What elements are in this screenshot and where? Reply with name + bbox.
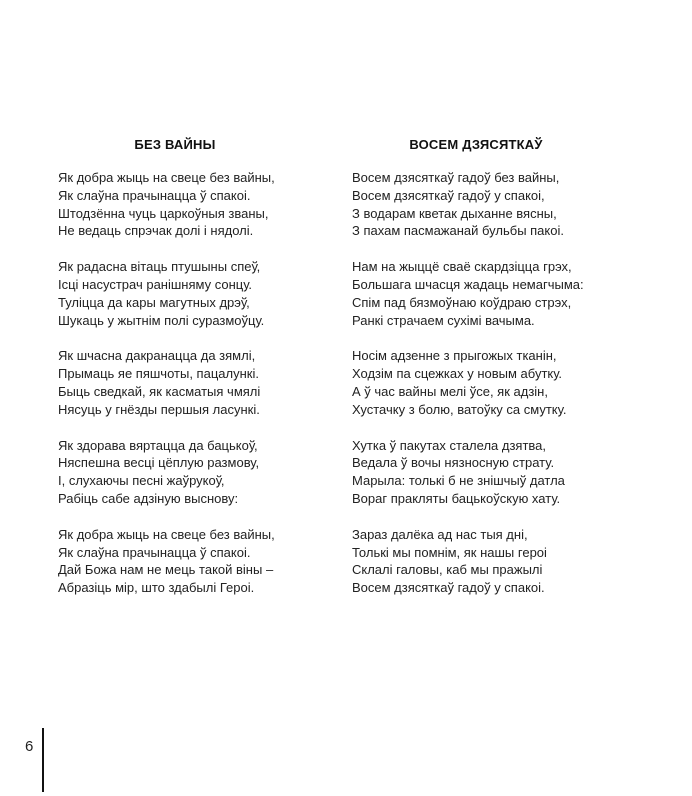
poem-line: Абразіць мір, што здабылі Героі. — [58, 580, 255, 596]
poem-line: А ў час вайны мелі ўсе, як адзін, — [352, 383, 548, 399]
poem-line: Як здорава вяртацца да бацькоў, — [58, 437, 258, 453]
poem-line: Ранкі страчаем сухімі вачыма. — [352, 312, 535, 328]
poem-line: Шукаць у жытнім полі суразмоўцу. — [58, 312, 265, 328]
stanza — [352, 169, 652, 240]
poem-line: Большага шчасця жадаць немагчыма: — [352, 276, 584, 292]
poem-right — [352, 136, 652, 615]
stanza — [352, 437, 652, 508]
poem-title: ВОСЕМ ДЗЯСЯТКАЎ — [409, 137, 543, 152]
poem-line: Туліцца да кары магутных дрэў, — [58, 294, 250, 310]
poem-line: З водарам кветак дыханне вясны, — [352, 205, 557, 221]
poem-line: Як радасна вітаць птушыны спеў, — [58, 259, 261, 275]
poem-line: Нам на жыццё сваё скардзіцца грэх, — [352, 259, 572, 275]
poem-line: Прымаць яе пяшчоты, пацалункі. — [58, 366, 259, 382]
poem-line: Як слаўна прачынацца ў спакоі. — [58, 187, 251, 203]
poem-line: Толькі мы помнім, як нашы героі — [352, 544, 547, 560]
poem-line: Восем дзясяткаў гадоў у спакоі, — [352, 187, 545, 203]
poem-line: І, слухаючы песні жаўрукоў, — [58, 473, 225, 489]
poem-line: З пахам пасмажанай бульбы пакоі. — [352, 223, 564, 239]
poem-line: Як добра жыць на свеце без вайны, — [58, 526, 275, 542]
poem-line: Рабіць сабе адзіную выснову: — [58, 490, 239, 506]
poem-line: Спім пад бязмоўнаю коўдраю стрэх, — [352, 294, 572, 310]
poem-title: БЕЗ ВАЙНЫ — [134, 137, 216, 152]
page-margin-rule — [42, 728, 44, 792]
poem-line: Дай Божа нам не мець такой віны – — [58, 562, 274, 578]
poem-line: Зараз далёка ад нас тыя дні, — [352, 526, 528, 542]
poem-line: Носім адзенне з прыгожых тканін, — [352, 348, 557, 364]
poem-line: Ісці насустрач ранішняму сонцу. — [58, 276, 253, 292]
poem-line: Марыла: толькі б не знішчыў датла — [352, 473, 565, 489]
poem-line: Ведала ў вочы нязносную страту. — [352, 455, 555, 471]
poem-line: Вораг пракляты бацькоўскую хату. — [352, 490, 561, 506]
stanza — [58, 169, 328, 240]
poem-line: Быць сведкай, як касматыя чмялі — [58, 383, 261, 399]
poem-line: Хустачку з болю, ватоўку са смутку. — [352, 401, 567, 417]
poem-line: Восем дзясяткаў гадоў без вайны, — [352, 170, 560, 185]
stanza — [352, 258, 652, 329]
poem-line: Не ведаць спрэчак долі і нядолі. — [58, 223, 254, 239]
poem-line: Нясуць у гнёзды першыя ласункі. — [58, 401, 260, 417]
poem-line: Хутка ў пакутах сталела дзятва, — [352, 437, 547, 453]
poem-line: Штодзённа чуць царкоўныя званы, — [58, 205, 269, 221]
page-number: 6 — [25, 738, 34, 755]
stanza — [58, 258, 328, 329]
poem-line: Як добра жыць на свеце без вайны, — [58, 170, 275, 185]
poem-line: Як шчасна дакранацца да зямлі, — [58, 348, 256, 364]
poem-line: Няспешна весці цёплую размову, — [58, 455, 260, 471]
poem-line: Восем дзясяткаў гадоў у спакоі. — [352, 580, 545, 596]
stanza — [58, 437, 328, 508]
stanza — [58, 526, 328, 597]
poem-line: Ходзім па сцежках у новым абутку. — [352, 366, 563, 382]
poem-line: Як слаўна прачынацца ў спакоі. — [58, 544, 251, 560]
stanza — [352, 347, 652, 418]
poem-line: Склалі галовы, каб мы пражылі — [352, 562, 543, 578]
stanza — [58, 347, 328, 418]
stanza — [352, 526, 652, 597]
poem-left — [58, 136, 328, 615]
